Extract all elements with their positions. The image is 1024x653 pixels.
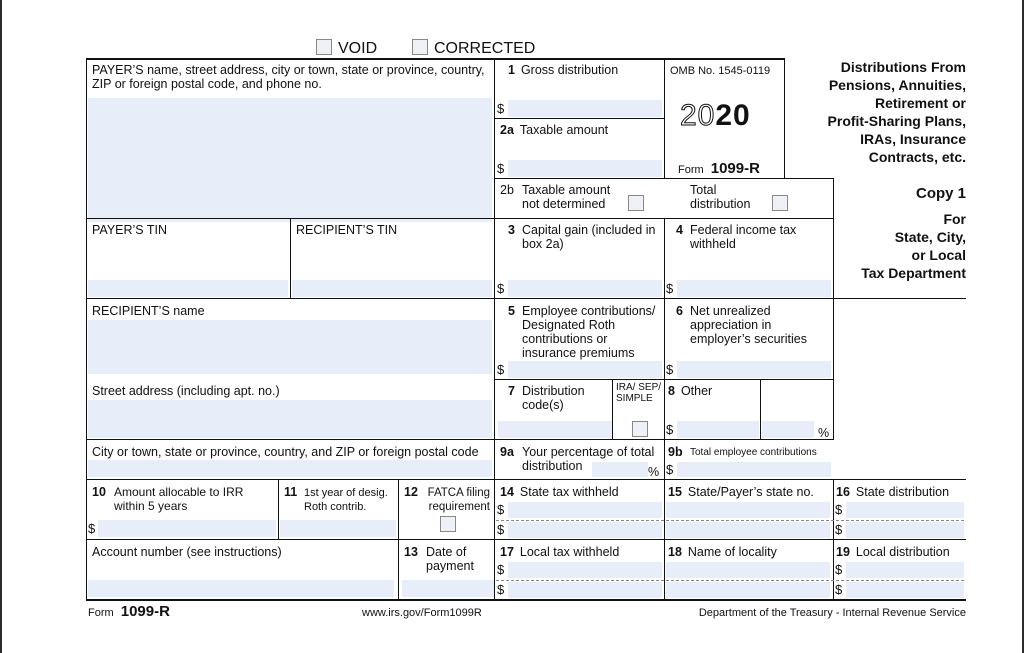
box17-field-2[interactable] [508,582,662,598]
form-title: Distributions From Pensions, Annuities, Retirement or Profit-Sharing Plans, IRAs, Insurance Contracts, etc. [827,59,966,165]
box7-label: Distribution code(s) [522,384,585,412]
box5-field[interactable] [508,361,662,378]
box19-field-1[interactable] [846,562,964,578]
box14-field-1[interactable] [508,502,662,518]
rule-col-far-right-mid [833,298,834,439]
box9b-field[interactable] [677,462,831,477]
omb-form-label: Form 1099-R [678,160,760,177]
box12-num: 12 [404,485,418,499]
rule-row5-top [86,298,966,299]
box3-num: 3 [508,223,515,237]
payer-tin-label: PAYER’S TIN [92,223,168,237]
box5-num: 5 [508,304,515,318]
box9b-num: 9b [668,445,683,459]
box19-dollar-2: $ [835,582,843,597]
omb-number: OMB No. 1545-0119 [670,65,771,77]
rule-ira-divider [612,379,613,439]
box17-field-1[interactable] [508,562,662,578]
copy-title: Copy 1 [915,185,966,202]
box11-num: 11 [284,485,298,499]
box10-field[interactable] [98,520,276,537]
city-label: City or town, state or province, country, and ZIP or foreign postal code [92,445,479,459]
box2b-label: Taxable amount not determined [522,183,611,211]
local-row-separator [496,580,964,581]
account-number-field[interactable] [88,580,394,597]
box18-field-1[interactable] [666,562,830,578]
box17-label: 17 Local tax withheld [500,545,620,559]
box2b-checkbox[interactable] [628,195,644,211]
box2a-dollar: $ [497,161,505,176]
rule-col-far-right-lower [833,479,834,601]
box8-dollar: $ [666,422,674,437]
box4-label: Federal income tax withheld [690,223,797,251]
box17-dollar-1: $ [497,562,505,577]
box9b-dollar: $ [666,462,674,477]
box3-label: Capital gain (included in box 2a) [522,223,656,251]
footer-department: Department of the Treasury - Internal Revenue Service [698,607,966,619]
rule-row3-top [86,218,834,219]
rule-col-boxes [494,58,495,601]
footer-url[interactable]: www.irs.gov/Form1099R [362,607,482,619]
box9a-num: 9a [500,445,514,459]
box8-num: 8 Other [668,384,713,398]
box10-label: Amount allocable to IRR within 5 years [114,485,244,513]
recipient-name-label: RECIPIENT’S name [92,304,205,318]
copy-description: For State, City, or Local Tax Department [861,211,966,281]
rule-col-right [664,218,665,601]
box6-dollar: $ [666,362,674,377]
payer-name-field[interactable] [88,98,492,222]
box2a-label: 2a Taxable amount [500,123,609,137]
box7-num: 7 [508,384,515,398]
box3-dollar: $ [497,281,505,296]
rule-box11-left [278,479,279,539]
total-distribution-label: Total distribution [690,183,751,211]
box11-field[interactable] [280,520,396,537]
page-edge-left [0,0,2,653]
payer-name-label: PAYER’S name, street address, city or town, state or province, country, ZIP or foreign postal code, and phone no. [92,63,485,91]
tax-year: 2020 [680,99,751,132]
box14-dollar-1: $ [497,502,505,517]
box1-field[interactable] [508,100,662,117]
form-bottom-border [86,599,966,601]
void-checkbox[interactable] [316,39,332,55]
box4-dollar: $ [666,281,674,296]
box3-field[interactable] [508,280,662,297]
box14-dollar-2: $ [497,522,505,537]
box7-field[interactable] [498,421,612,438]
rule-omb-right [784,58,785,179]
box8-amount-field[interactable] [677,421,759,438]
box16-label: 16 State distribution [836,485,950,499]
box6-label: Net unrealized appreciation in employer’s securities [690,304,807,346]
box17-dollar-2: $ [497,582,505,597]
form-top-border [86,58,784,60]
box6-num: 6 [676,304,683,318]
box18-label: 18 Name of locality [668,545,777,559]
ira-sep-simple-checkbox[interactable] [632,421,648,437]
account-number-label: Account number (see instructions) [92,545,282,559]
rule-row9-top [86,439,834,440]
recipient-name-field[interactable] [88,320,492,374]
street-address-field[interactable] [88,400,492,438]
rule-box8-divider [760,379,761,439]
box18-field-2[interactable] [666,582,830,598]
box8-percent-field[interactable] [762,421,814,438]
box13-num: 13 [404,545,418,559]
box9a-label: Your percentage of total distribution [522,445,655,473]
rule-row17-top [86,539,966,540]
form-left-border [86,58,87,601]
state-row-separator [496,520,964,521]
city-field[interactable] [88,460,492,477]
box12-label: FATCA filing requirement [427,487,490,513]
box12-checkbox[interactable] [440,516,456,532]
box15-field-2[interactable] [666,522,830,538]
box13-label: Date of payment [426,545,474,573]
void-label: VOID [338,40,378,57]
recipient-tin-field[interactable] [292,280,492,297]
corrected-checkbox[interactable] [412,39,428,55]
box19-dollar-1: $ [835,562,843,577]
box5-dollar: $ [497,362,505,377]
footer-form-label: Form 1099-R [88,603,170,620]
payer-tin-field[interactable] [88,280,288,297]
rule-tin-divider [290,218,291,298]
box10-dollar: $ [88,521,96,536]
box4-num: 4 [676,223,683,237]
box2b-num: 2b [500,183,514,197]
box10-num: 10 [92,485,106,499]
rule-row10-top [86,479,966,480]
box6-field[interactable] [677,361,831,378]
box19-label: 19 Local distribution [836,545,950,559]
box19-field-2[interactable] [846,582,964,598]
recipient-tin-label: RECIPIENT’S TIN [296,223,398,237]
box16-field-1[interactable] [846,502,964,518]
box16-dollar-1: $ [835,502,843,517]
corrected-label: CORRECTED [434,40,536,57]
box1-dollar: $ [497,101,505,116]
rule-box12-left [398,479,399,539]
box14-field-2[interactable] [508,522,662,538]
box14-label: 14 State tax withheld [500,485,619,499]
box4-field[interactable] [677,280,831,297]
box9b-label: Total employee contributions [690,447,817,458]
street-address-label: Street address (including apt. no.) [92,384,280,398]
box16-dollar-2: $ [835,522,843,537]
box1-label: 1 Gross distribution [508,63,619,77]
total-distribution-checkbox[interactable] [772,195,788,211]
box11-label: 1st year of desig. Roth contrib. [304,487,388,513]
box13-field[interactable] [402,580,494,597]
box15-field-1[interactable] [666,502,830,518]
rule-box13-left [398,539,399,601]
box8-percent-sign: % [818,426,830,440]
rule-omb-left [664,58,665,179]
box16-field-2[interactable] [846,522,964,538]
ira-sep-simple-label: IRA/ SEP/ SIMPLE [616,382,662,404]
box5-label: Employee contributions/ Designated Roth contributions or insurance premiums [522,304,656,360]
box15-label: 15 State/Payer’s state no. [668,485,814,499]
rule-box1-bottom [494,118,664,119]
box9a-percent-sign: % [648,465,660,479]
box2a-field[interactable] [508,160,662,177]
